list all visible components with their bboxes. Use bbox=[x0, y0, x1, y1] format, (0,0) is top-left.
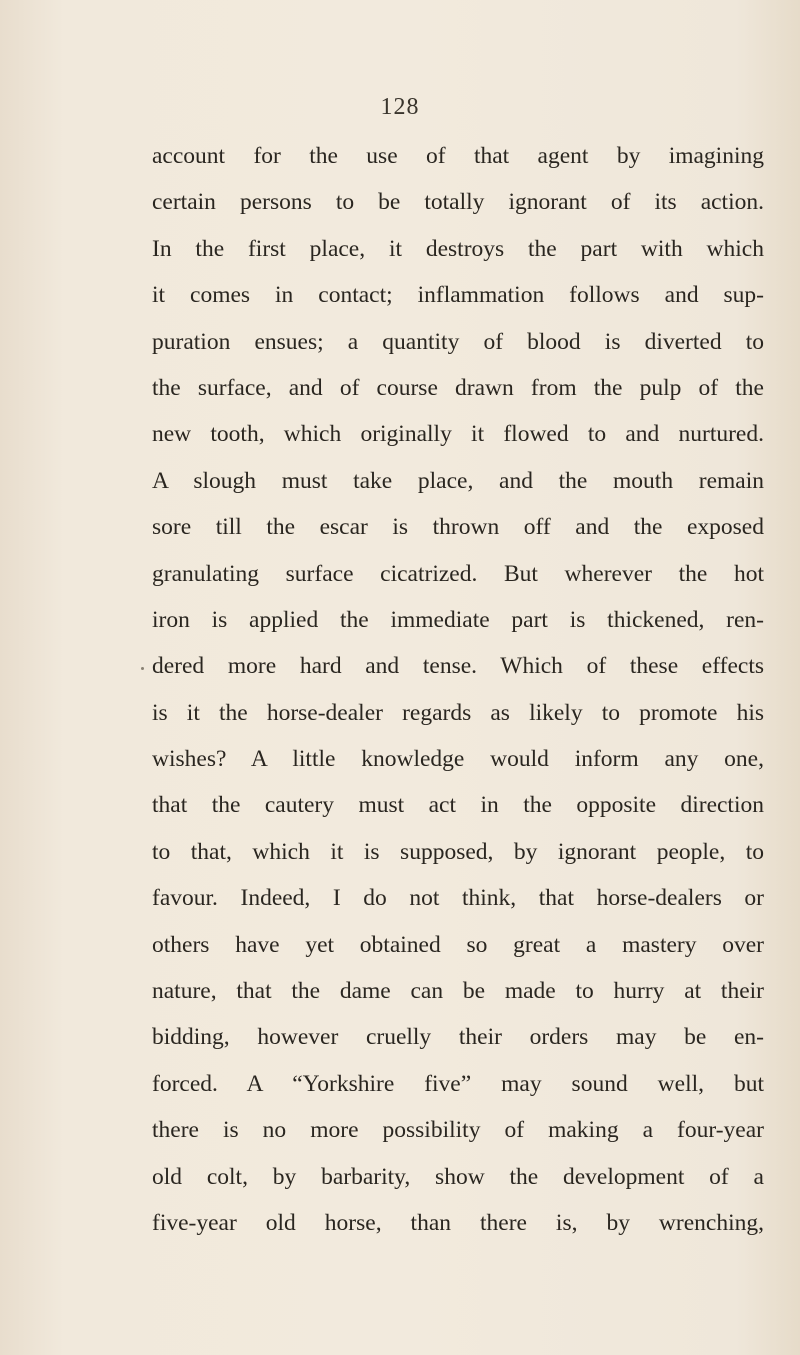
text-line: to that, which it is supposed, by ignorant people, to bbox=[152, 838, 764, 865]
text-line: puration ensues; a quantity of blood is diverted to bbox=[152, 328, 764, 355]
text-line: new tooth, which originally it flowed to and nurtured. bbox=[152, 421, 764, 448]
page-number: 128 bbox=[380, 94, 420, 120]
text-line: certain persons to be totally ignorant of its action. bbox=[152, 189, 764, 216]
text-line: account for the use of that agent by imagining bbox=[152, 143, 764, 169]
text-line: wishes? A little knowledge would inform any one, bbox=[152, 746, 764, 773]
text-line: granulating surface cicatrized. But wherever the hot bbox=[152, 560, 764, 587]
text-line: others have yet obtained so great a mastery over bbox=[152, 931, 764, 958]
text-line: there is no more possibility of making a four-year bbox=[152, 1117, 764, 1144]
text-line: iron is applied the immediate part is thickened, ren- bbox=[152, 606, 764, 633]
text-line: nature, that the dame can be made to hurry at their bbox=[152, 978, 764, 1005]
text-line: favour. Indeed, I do not think, that horse-dealers or bbox=[152, 885, 764, 912]
text-line: bidding, however cruelly their orders may be en- bbox=[152, 1024, 764, 1051]
text-line: the surface, and of course drawn from the pulp of the bbox=[152, 374, 764, 401]
text-line: it comes in contact; inflammation follows and sup- bbox=[152, 282, 764, 309]
body-text bbox=[152, 133, 764, 1246]
text-line: old colt, by barbarity, show the development of a bbox=[152, 1163, 764, 1190]
text-line: that the cautery must act in the opposite direction bbox=[152, 792, 764, 819]
text-line: dered more hard and tense. Which of these effects bbox=[152, 653, 764, 680]
text-line: forced. A “Yorkshire five” may sound well, but bbox=[152, 1070, 764, 1097]
text-line: In the first place, it destroys the part with which bbox=[152, 235, 764, 262]
text-line: A slough must take place, and the mouth remain bbox=[152, 467, 764, 494]
text-line: is it the horse-dealer regards as likely to promote his bbox=[152, 699, 764, 726]
text-line: five-year old horse, than there is, by wrenching, bbox=[152, 1209, 764, 1236]
text-line: sore till the escar is thrown off and the exposed bbox=[152, 514, 764, 541]
ink-speck bbox=[141, 667, 144, 670]
